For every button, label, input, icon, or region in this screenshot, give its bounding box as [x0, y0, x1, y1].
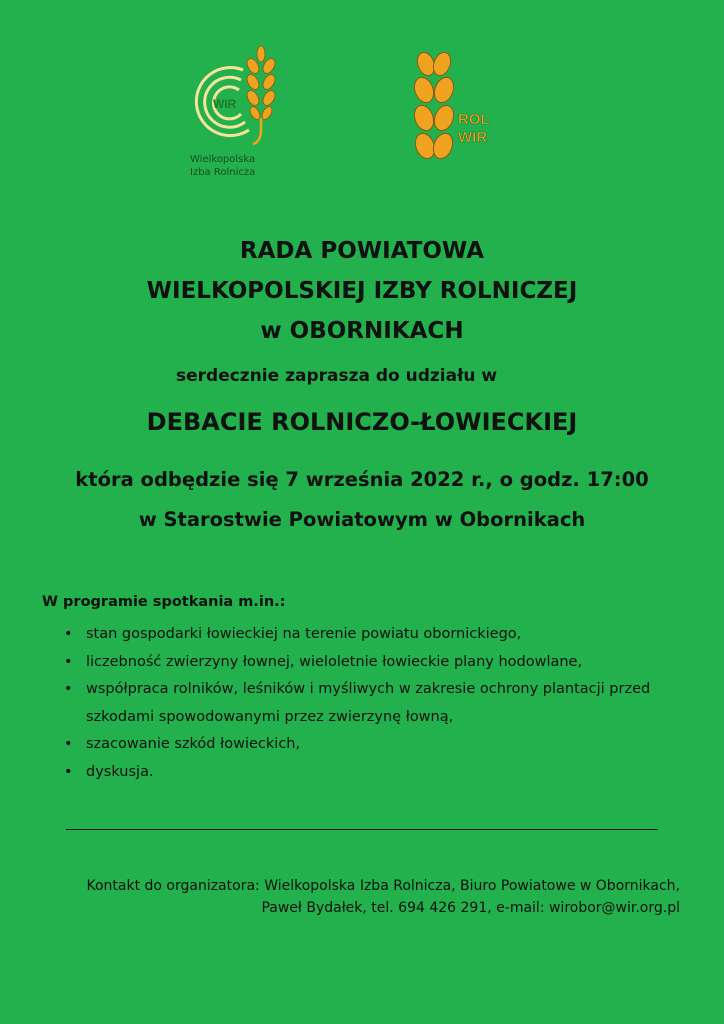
rolwir-text-line1: ROL [458, 111, 490, 128]
contact-line1: Kontakt do organizatora: Wielkopolska Izba Rolnicza, Biuro Powiatowe w Obornikach, [86, 878, 680, 894]
council-title-line2: WIELKOPOLSKIEJ IZBY ROLNICZEJ [146, 278, 578, 304]
wir-logo-caption [190, 153, 255, 179]
program-item: • szacowanie szkód łowieckich, [62, 731, 702, 759]
invite-text: serdecznie zaprasza do udziału w [176, 366, 498, 386]
program-item: • współpraca rolników, leśników i myśliwych w zakresie ochrony plantacji przed szkodami spowodowanymi przez zwierzynę łowną, [62, 676, 702, 731]
event-title: DEBACIE ROLNICZO-ŁOWIECKIEJ [146, 408, 578, 436]
program-item: • stan gospodarki łowieckiej na terenie powiatu obornickiego, [62, 621, 702, 649]
wir-caption-line2: Izba Rolnicza [190, 167, 256, 178]
council-title-line1: RADA POWIATOWA [239, 238, 485, 264]
contact-line2: Paweł Bydałek, tel. 694 426 291, e-mail: wirobor@wir.org.pl [261, 900, 680, 916]
event-date-time: która odbędzie się 7 września 2022 r., o godz. 17:00 [75, 468, 649, 491]
wir-emblem-text: WIR [213, 97, 237, 111]
program-item: • liczebność zwierzyny łownej, wieloletnie łowieckie plany hodowlane, [62, 649, 702, 677]
wir-caption-line1: Wielkopolska [190, 154, 256, 165]
rolwir-text-line2: WIR [458, 129, 488, 146]
program-list [62, 621, 702, 786]
rolwir-logo [406, 50, 502, 168]
program-heading: W programie spotkania m.in.: [42, 594, 286, 610]
divider-line [66, 829, 658, 830]
contact-info [86, 875, 680, 919]
event-location: w Starostwie Powiatowym w Obornikach [138, 508, 586, 531]
program-item: • dyskusja. [62, 759, 702, 787]
council-title-line3: w OBORNIKACH [260, 318, 464, 344]
